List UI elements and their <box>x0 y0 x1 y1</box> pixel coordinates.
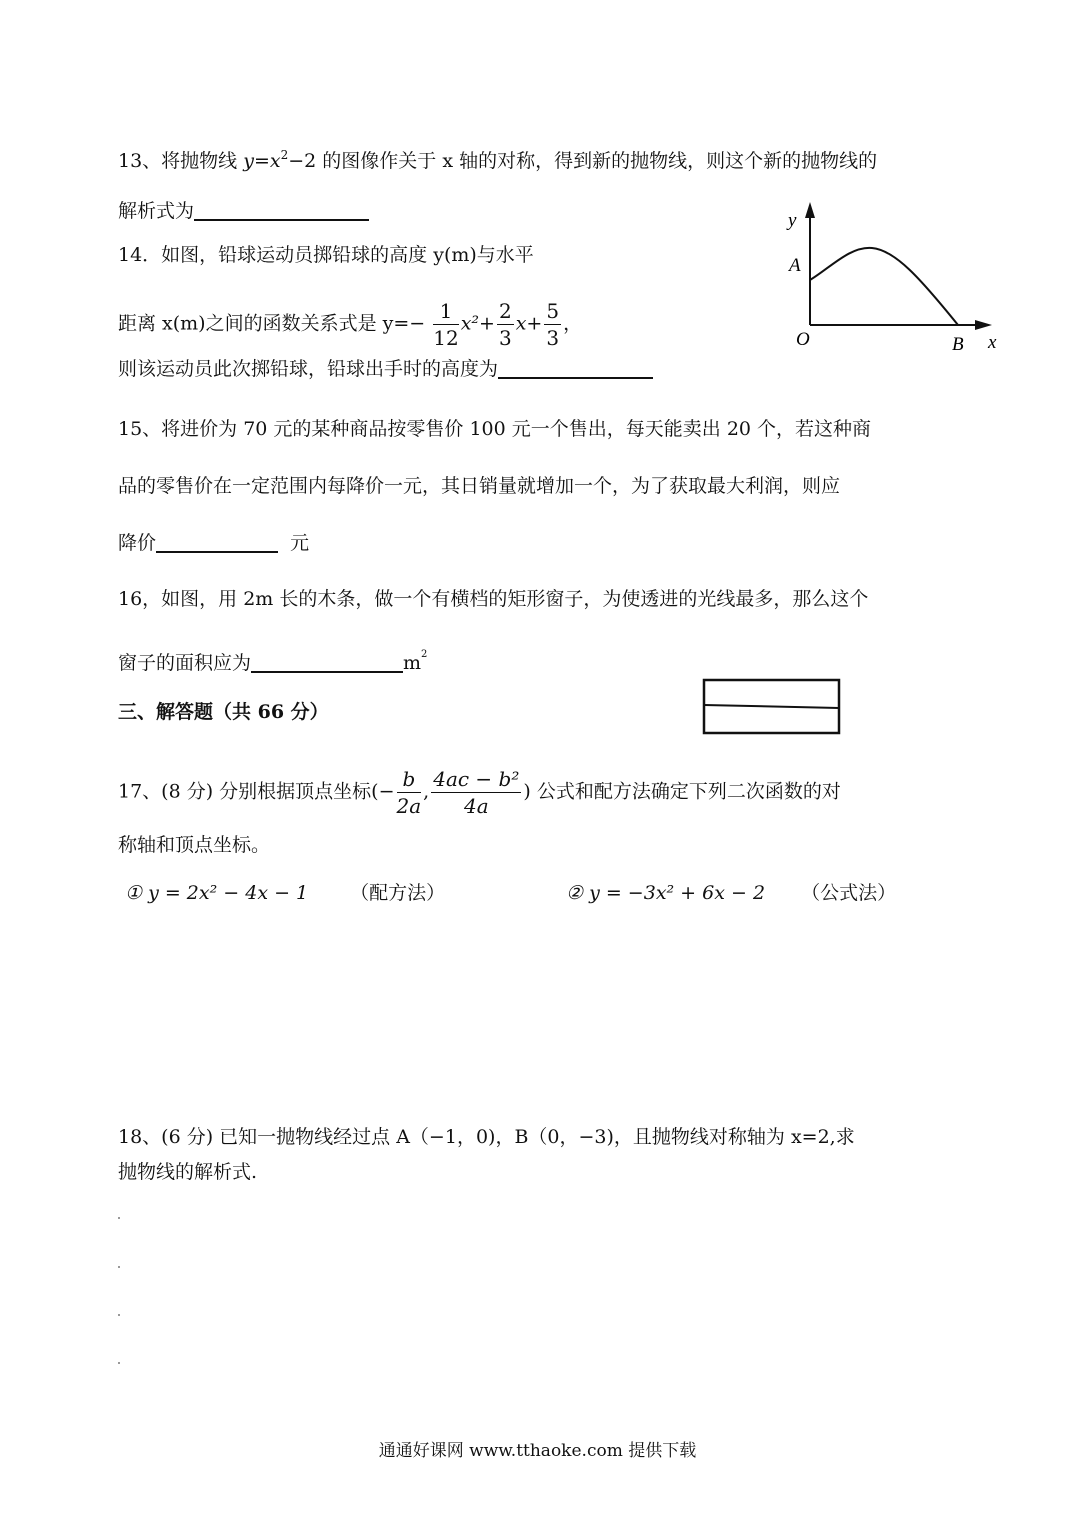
q17-separator: , <box>423 780 430 803</box>
q16-line1 <box>118 584 868 614</box>
footer-text: 通通好课网 www.tthaoke.com 提供下载 <box>378 1441 697 1461</box>
q14-frac3-numerator: 5 <box>546 299 560 323</box>
q17-item2 <box>566 878 896 908</box>
q17-line1 <box>118 766 841 819</box>
q14-x-term: x+ <box>515 312 543 335</box>
q14-frac2-denominator: 3 <box>498 326 512 350</box>
q16-unit: m <box>403 652 422 674</box>
q14-line2 <box>118 298 582 351</box>
q17-item1-equation: ① y = 2x² − 4x − 1 <box>125 882 309 904</box>
q17-text-a: 17、(8 分) 分别根据顶点坐标(− <box>118 780 395 803</box>
section3-title: 三、解答题（共 66 分） <box>118 701 329 723</box>
q13-eq-y: y <box>243 150 254 172</box>
q14-figure-graph <box>780 198 1010 358</box>
graph-origin-label: O <box>796 329 810 350</box>
q14-frac3-denominator: 3 <box>546 326 560 350</box>
graph-point-b-label: B <box>952 334 964 355</box>
q16-window-figure <box>702 678 842 736</box>
q15-answer-blank[interactable] <box>156 531 278 553</box>
q14-answer-prompt: 则该运动员此次掷铅球，铅球出手时的高度为 <box>118 358 499 380</box>
q15-text-line1: 15、将进价为 70 元的某种商品按零售价 100 元一个售出，每天能卖出 20 个，若这种商 <box>118 418 872 440</box>
section3-heading <box>118 697 329 727</box>
q15-line2 <box>118 471 840 501</box>
q14-fraction-2-3 <box>497 298 514 351</box>
q14-answer-blank[interactable] <box>498 357 653 379</box>
margin-mark <box>118 1217 120 1219</box>
margin-mark <box>118 1314 120 1316</box>
margin-mark <box>118 1362 120 1364</box>
q14-text-line2: 距离 x(m)之间的函数关系式是 y=− <box>118 312 426 335</box>
q16-unit-exponent: 2 <box>421 649 428 660</box>
q13-text-b: −2 的图像作关于 x 轴的对称，得到新的抛物线，则这个新的抛物线的 <box>288 150 878 172</box>
q14-line1 <box>118 240 534 270</box>
q16-line2 <box>118 640 427 678</box>
q13-line2 <box>118 196 369 226</box>
window-crossbar <box>704 705 839 708</box>
q14-comma: ， <box>563 312 583 335</box>
q17-text-line2: 称轴和顶点坐标。 <box>118 834 271 856</box>
q14-frac1-denominator: 12 <box>433 326 459 350</box>
q17-item2-method: （公式法） <box>801 882 897 904</box>
q15-line1 <box>118 414 871 444</box>
q18-line1 <box>118 1122 855 1152</box>
graph-point-a-label: A <box>789 255 801 276</box>
q18-text-line2: 抛物线的解析式. <box>118 1161 258 1183</box>
page-footer <box>0 1436 1075 1461</box>
y-axis-arrow-icon <box>805 202 815 218</box>
q13-eq-equals: = <box>253 150 270 172</box>
q15-unit: 元 <box>290 532 310 554</box>
trajectory-curve <box>810 248 958 325</box>
q13-text-a: 13、将抛物线 <box>118 150 244 172</box>
q18-text-line1: 18、(6 分) 已知一抛物线经过点 A（−1，0)，B（0，−3)，且抛物线对称轴为 x=2,求 <box>118 1126 855 1148</box>
q17-text-b: ) 公式和配方法确定下列二次函数的对 <box>523 780 841 803</box>
q17-fraction-b-2a <box>397 766 422 819</box>
q17-frac1-denominator: 2a <box>396 794 422 818</box>
q17-item1-method: （配方法） <box>350 882 446 904</box>
q14-x-squared-term: x²+ <box>460 312 495 335</box>
margin-mark <box>118 1266 120 1268</box>
q13-line1 <box>118 140 877 176</box>
q13-answer-blank[interactable] <box>194 199 369 221</box>
q16-text-line1: 16，如图，用 2m 长的木条，做一个有横档的矩形窗子，为使透进的光线最多，那么这个 <box>118 588 869 610</box>
q13-eq-exponent: 2 <box>280 148 289 162</box>
q17-frac2-denominator: 4a <box>463 794 489 818</box>
q15-text-line2: 品的零售价在一定范围内每降价一元，其日销量就增加一个，为了获取最大利润，则应 <box>118 475 841 497</box>
graph-x-label: x <box>988 332 997 353</box>
q14-line3 <box>118 354 653 384</box>
q14-fraction-1-12 <box>433 298 458 351</box>
q15-line3 <box>118 528 309 558</box>
q18-line2 <box>118 1157 257 1187</box>
q17-frac1-numerator: b <box>397 766 422 793</box>
q17-frac2-numerator: 4ac − b² <box>433 767 520 791</box>
q14-frac1-numerator: 1 <box>433 298 458 325</box>
q17-line2 <box>118 830 270 860</box>
q14-text-line1: 14．如图，铅球运动员掷铅球的高度 y(m)与水平 <box>118 244 534 266</box>
q16-answer-blank[interactable] <box>251 651 403 673</box>
q14-fraction-5-3 <box>544 298 561 351</box>
x-axis-arrow-icon <box>975 320 992 330</box>
q17-item1 <box>125 878 445 908</box>
q16-answer-prompt: 窗子的面积应为 <box>118 652 252 674</box>
graph-y-label: y <box>788 210 797 231</box>
q13-answer-prompt: 解析式为 <box>118 200 195 222</box>
q17-item2-equation: ② y = −3x² + 6x − 2 <box>566 882 766 904</box>
q13-eq-x: x <box>269 150 281 172</box>
q14-frac2-numerator: 2 <box>498 299 512 323</box>
q15-answer-prompt: 降价 <box>118 532 157 554</box>
q17-fraction-4ac <box>431 766 521 819</box>
